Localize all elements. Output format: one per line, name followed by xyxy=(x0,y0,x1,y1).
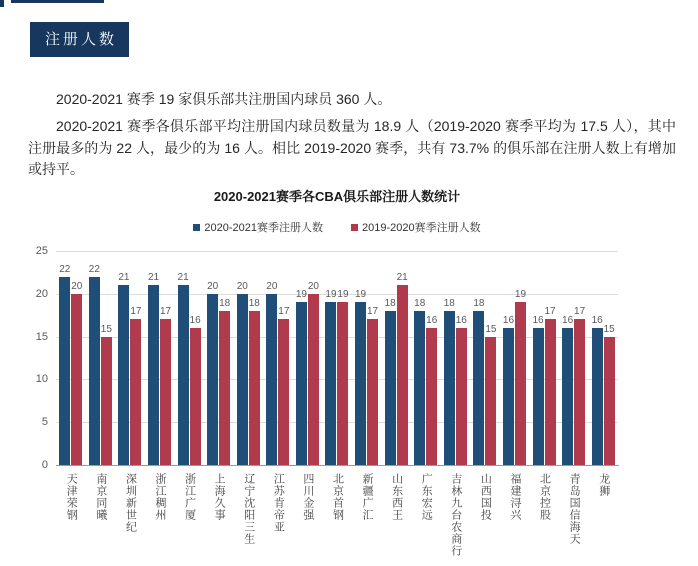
legend-item-2020-2021 xyxy=(193,219,323,235)
bar-2020-2021 xyxy=(59,264,71,465)
bar-value-label: 18 xyxy=(219,298,231,309)
bar-group xyxy=(381,251,411,465)
bar-2019-2020 xyxy=(189,315,201,465)
bar-value-label: 17 xyxy=(278,306,290,317)
bar-value-label: 16 xyxy=(532,315,544,326)
bar-value-label: 18 xyxy=(443,298,455,309)
bar-value-label: 20 xyxy=(307,281,319,292)
bar-2019-2020 xyxy=(248,298,260,465)
bar-2020-2021 xyxy=(355,289,367,465)
bar-2020-2021 xyxy=(295,289,307,465)
bar-value-label: 17 xyxy=(544,306,556,317)
bar-group xyxy=(352,251,382,465)
bar-2020-2021 xyxy=(591,315,603,465)
x-axis-label: 吉林九台农商行 xyxy=(449,473,462,557)
bar-value-label: 18 xyxy=(248,298,260,309)
bar-value-label: 19 xyxy=(295,289,307,300)
x-label-cell xyxy=(322,473,352,557)
bar-value-label: 16 xyxy=(591,315,603,326)
bar-value-label: 21 xyxy=(118,272,130,283)
plot-area xyxy=(56,251,618,465)
bar-2019-2020 xyxy=(485,324,497,465)
bar-2020-2021 xyxy=(88,264,100,465)
bar-2020-2021 xyxy=(384,298,396,465)
paragraph-total-players: 2020-2021 赛季 19 家俱乐部共注册国内球员 360 人。 xyxy=(56,91,392,107)
bar-2019-2020 xyxy=(219,298,231,465)
x-axis-label: 浙江稠州 xyxy=(154,473,167,521)
x-axis-label: 广东宏远 xyxy=(420,473,433,521)
bar-2020-2021 xyxy=(562,315,574,465)
chart-legend xyxy=(56,219,618,235)
bar-2019-2020 xyxy=(396,272,408,465)
x-axis-label: 山西国投 xyxy=(479,473,492,521)
x-axis-label: 北京首钢 xyxy=(331,473,344,521)
bar-value-label: 18 xyxy=(473,298,485,309)
x-axis-label: 江苏肯帝亚 xyxy=(272,473,285,533)
x-label-cell xyxy=(233,473,263,557)
x-label-cell xyxy=(500,473,530,557)
bar-value-label: 16 xyxy=(455,315,467,326)
y-tick-label: 20 xyxy=(35,287,48,300)
bar-2019-2020 xyxy=(574,306,586,465)
x-label-cell xyxy=(588,473,618,557)
bar-value-label: 17 xyxy=(574,306,586,317)
bar-2020-2021 xyxy=(207,281,219,465)
x-label-cell xyxy=(529,473,559,557)
paragraph-averages: 2020-2021 赛季各俱乐部平均注册国内球员数量为 18.9 人（2019-2020 赛季平均为 17.5 人），其中注册最多的为 22 人，最少的为 16 人。相比 2019-2020 赛季，共有 73.7% 的俱乐部在注册人数上有增加或持平。 xyxy=(28,118,676,177)
x-axis-label: 上海久事 xyxy=(213,473,226,521)
bar-value-label: 20 xyxy=(266,281,278,292)
x-axis-label: 天津荣钢 xyxy=(65,473,78,521)
bar-group xyxy=(174,251,204,465)
bar-group xyxy=(145,251,175,465)
x-axis-label: 北京控股 xyxy=(538,473,551,521)
bar-value-label: 19 xyxy=(355,289,367,300)
x-axis-label: 福建浔兴 xyxy=(508,473,521,521)
bar-value-label: 15 xyxy=(603,324,615,335)
bar-2020-2021 xyxy=(177,272,189,465)
x-label-cell xyxy=(56,473,86,557)
bar-2019-2020 xyxy=(544,306,556,465)
bar-group xyxy=(529,251,559,465)
bar-2020-2021 xyxy=(236,281,248,465)
x-axis-label: 辽宁沈阳三生 xyxy=(242,473,255,545)
x-axis-label: 深圳新世纪 xyxy=(124,473,137,533)
bar-value-label: 18 xyxy=(384,298,396,309)
bar-2019-2020 xyxy=(130,306,142,465)
bar-2019-2020 xyxy=(455,315,467,465)
bar-2019-2020 xyxy=(307,281,319,465)
bar-group xyxy=(263,251,293,465)
bar-2020-2021 xyxy=(147,272,160,465)
bar-group xyxy=(470,251,500,465)
x-axis-line xyxy=(56,465,619,466)
bar-group xyxy=(56,251,86,465)
bar-value-label: 19 xyxy=(337,289,349,300)
bar-2019-2020 xyxy=(367,306,379,465)
bar-2020-2021 xyxy=(414,298,426,465)
legend-swatch-blue xyxy=(193,224,200,231)
bar-value-label: 18 xyxy=(414,298,426,309)
legend-swatch-red xyxy=(351,224,358,231)
chart-title: 2020-2021赛季各CBA俱乐部注册人数统计 xyxy=(213,189,461,204)
bar-value-label: 15 xyxy=(100,324,112,335)
bar-2019-2020 xyxy=(71,281,83,465)
x-axis-label: 南京同曦 xyxy=(94,473,107,521)
bar-group xyxy=(233,251,263,465)
bar-group xyxy=(86,251,116,465)
bar-value-label: 20 xyxy=(236,281,248,292)
x-label-cell xyxy=(293,473,323,557)
bar-2020-2021 xyxy=(443,298,455,465)
bar-value-label: 20 xyxy=(207,281,219,292)
top-fragment-square xyxy=(0,0,4,7)
bar-2019-2020 xyxy=(426,315,438,465)
bar-2020-2021 xyxy=(502,315,515,465)
y-tick-label: 0 xyxy=(41,459,48,471)
bar-2019-2020 xyxy=(603,324,615,465)
bar-group xyxy=(441,251,471,465)
bar-value-label: 16 xyxy=(502,315,515,326)
bar-group xyxy=(115,251,145,465)
x-label-cell xyxy=(204,473,234,557)
bar-value-label: 16 xyxy=(426,315,438,326)
bar-2020-2021 xyxy=(325,289,337,465)
x-label-cell xyxy=(441,473,471,557)
x-axis-label: 青岛国信海天 xyxy=(568,473,581,545)
bar-group xyxy=(204,251,234,465)
bar-value-label: 16 xyxy=(189,315,201,326)
x-axis-label: 四川金强 xyxy=(301,473,314,521)
legend-label-2019-2020: 2019-2020赛季注册人数 xyxy=(362,222,481,234)
x-label-cell xyxy=(381,473,411,557)
bar-2019-2020 xyxy=(100,324,112,465)
x-axis-label: 山东西王 xyxy=(390,473,403,521)
bar-2020-2021 xyxy=(532,315,544,465)
bar-group xyxy=(500,251,530,465)
x-label-cell xyxy=(174,473,204,557)
bar-value-label: 21 xyxy=(396,272,408,283)
top-fragment-line xyxy=(11,0,104,3)
x-label-cell xyxy=(470,473,500,557)
y-tick-label: 5 xyxy=(41,416,48,429)
x-axis-labels xyxy=(56,473,618,557)
y-tick-label: 15 xyxy=(35,330,48,343)
bar-value-label: 19 xyxy=(325,289,337,300)
bar-value-label: 17 xyxy=(130,306,142,317)
x-axis-label: 新疆广汇 xyxy=(361,473,374,521)
bar-2019-2020 xyxy=(337,289,349,465)
y-tick-label: 25 xyxy=(35,245,48,257)
bar-value-label: 22 xyxy=(59,264,71,275)
bar-value-label: 21 xyxy=(147,272,160,283)
bar-value-label: 16 xyxy=(562,315,574,326)
bar-2020-2021 xyxy=(473,298,485,465)
bar-value-label: 22 xyxy=(88,264,100,275)
bar-group xyxy=(559,251,589,465)
x-label-cell xyxy=(352,473,382,557)
bar-value-label: 17 xyxy=(367,306,379,317)
section-badge: 注册人数 xyxy=(30,22,129,57)
bar-group xyxy=(322,251,352,465)
legend-label-2020-2021: 2020-2021赛季注册人数 xyxy=(204,222,323,234)
bar-2019-2020 xyxy=(278,306,290,465)
bar-2019-2020 xyxy=(514,289,527,465)
x-label-cell xyxy=(115,473,145,557)
bar-value-label: 17 xyxy=(159,306,172,317)
x-label-cell xyxy=(411,473,441,557)
y-tick-label: 10 xyxy=(35,373,48,386)
x-axis-label: 浙江广厦 xyxy=(183,473,196,521)
bar-group xyxy=(411,251,441,465)
x-label-cell xyxy=(86,473,116,557)
bar-group xyxy=(588,251,618,465)
x-label-cell xyxy=(145,473,175,557)
x-label-cell xyxy=(263,473,293,557)
x-axis-label: 龙狮 xyxy=(597,473,610,497)
x-label-cell xyxy=(559,473,589,557)
bar-value-label: 20 xyxy=(71,281,83,292)
bar-group xyxy=(293,251,323,465)
legend-item-2019-2020 xyxy=(351,219,481,235)
bar-value-label: 19 xyxy=(514,289,527,300)
bar-value-label: 15 xyxy=(485,324,497,335)
bar-2019-2020 xyxy=(159,306,172,465)
bar-value-label: 21 xyxy=(177,272,189,283)
bar-2020-2021 xyxy=(118,272,130,465)
bar-2020-2021 xyxy=(266,281,278,465)
